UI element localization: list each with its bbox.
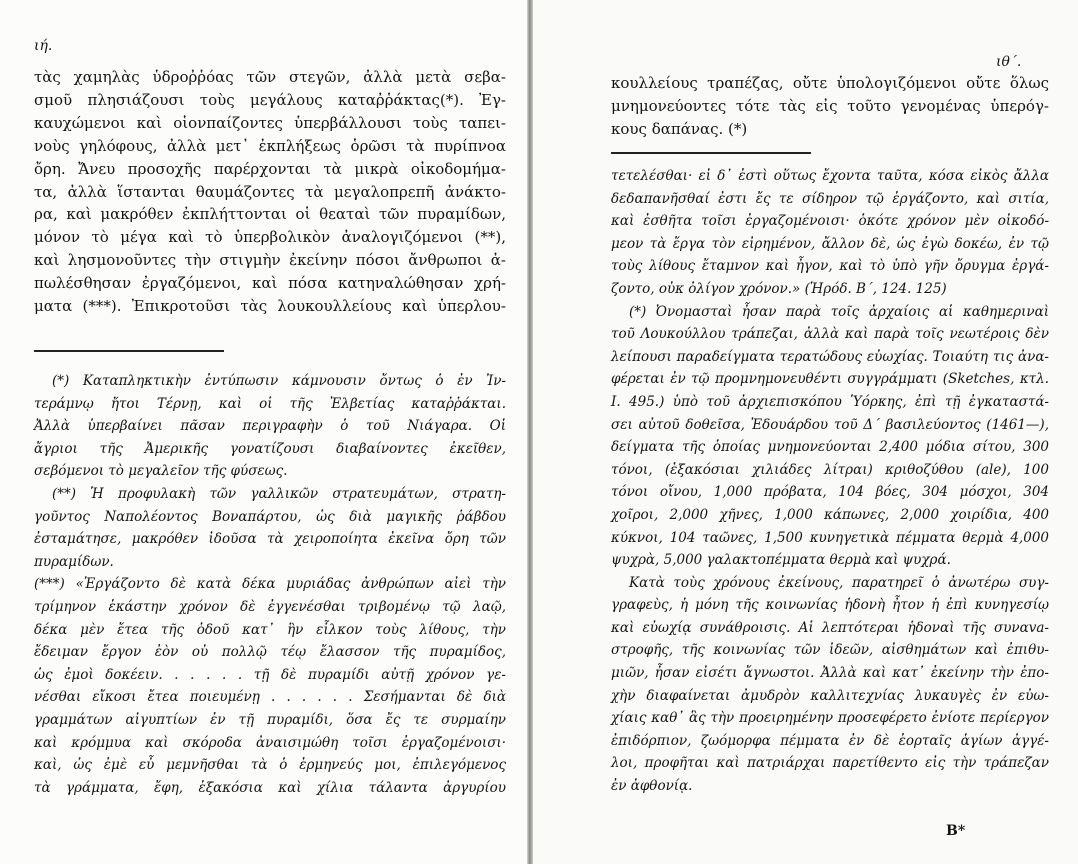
page-number: ιή. (34, 38, 53, 54)
footnote-line: λοι, προφῆται καὶ πατριάρχαι παρετίθεντο εἰς τὴν τράπεζαν (611, 755, 1049, 772)
footnote-line: τοῦ Λουκούλλου τράπεζαι, ἀλλὰ καὶ παρὰ τοῖς νεωτέροις δὲν (611, 326, 1049, 343)
footnote-line: Ι. 495.) ὑπὸ τοῦ ἀρχιεπισκόπου Ὑόρκης, ἐπὶ τῇ ἐγκαταστά- (611, 393, 1049, 410)
text-line: κουλλείους τραπέζας, οὔτε ὑπολογιζόμενοι οὔτε ὅλως (611, 74, 1049, 92)
footnote-line: γραφεὺς, ἡ μόνη τῆς κοινωνίας ἡδονὴ ἦτον ἡ ἐπὶ κυνηγεσίῳ (611, 597, 1049, 614)
footnote-line: δεδαπανῆσθαί ἐστι ἔς τε σίδηρον τῷ ἐργάζοντο, καὶ σιτία, (611, 190, 1049, 207)
footnote-line: νέσθαι εἴκοσι ἔτεα ποιευμένῃ . . . . . . Σεσήμανται δὲ διὰ (34, 689, 506, 706)
page-number: ιθ΄. (996, 54, 1022, 70)
footnote-rule (611, 152, 811, 154)
footnotes (34, 370, 506, 799)
text-line: τα, ἀλλὰ ἵστανται θαυμάζοντες τὰ μεγαλοπρεπῆ ἀνάκτο- (34, 182, 506, 201)
footnote-line: χοῖροι, 2,000 χῆνες, 1,000 κάπωνες, 2,000 χοιρίδια, 400 (611, 506, 1049, 523)
footnote-line: κύκνοι, 104 ταῶνες, 1,500 κυνηγετικὰ πέμματα θερμὰ 4,000 (611, 529, 1049, 546)
footnote-line: χὴν διαφαίνεται ἀμυδρὸν καλλιτεχνίας λυκαυγὲς ἐν εὐω- (611, 687, 1049, 704)
text-line: πωλέσθησαν ἐργαζόμενοι, καὶ πόσα κατηναλώθησαν χρή- (34, 274, 506, 293)
text-line: καὶ λησμονοῦντες τὴν στιγμὴν ἐκείνην πόσοι ἄνθρωποι ἀ- (34, 251, 506, 270)
footnote-line: ζοντο, οὐκ ὀλίγον χρόνον.» (Ἡρόδ. Β΄, 124. 125) (611, 280, 947, 297)
text-line: καυχώμενοι καὶ οἱονπαίζοντες ὑπερβάλλουσι τοὺς ταπει- (34, 113, 506, 132)
main-text (34, 66, 506, 318)
footnote-line: δέκα μὲν ἔτεα τῆς ὁδοῦ κατ᾽ ἣν εἷλκον τοὺς λίθους, τὴν (34, 621, 506, 638)
signature-mark: Β* (946, 823, 966, 839)
footnote-line: τεράμνῳ ἤτοι Τέρνῃ, καὶ οἱ τῆς Ἐλβετίας καταῤῥάκται. (34, 395, 506, 412)
footnote-line: Κατὰ τοὺς χρόνους ἐκείνους, παρατηρεῖ ὁ ἀνωτέρω συγ- (629, 574, 1049, 591)
footnote-line: καὶ, ὡς ἐμὲ εὖ μεμνῆσθαι τὰ ὁ ἑρμηνεύς μοι, ἐπιλεγόμενος (34, 757, 506, 774)
text-line: κους δαπάνας. (*) (611, 119, 748, 138)
footnote-line: ἄγριοι τῆς Ἀμερικῆς γονατίζουσι διαβαίνοντες ἐκεῖθεν, (34, 440, 506, 457)
footnotes (611, 165, 1049, 798)
footnote-rule (34, 350, 224, 352)
right-page (533, 0, 1078, 864)
footnote-line: σει αὐτοῦ δοθεῖσα, Ἐδουάρδου τοῦ Δ΄ βασιλεύοντος (1461—), (611, 416, 1049, 433)
footnote-line: σεβόμενοι τὸ μεγαλεῖον τῆς φύσεως. (34, 463, 288, 480)
footnote-line: (***) «Ἐργάζοντο δὲ κατὰ δέκα μυριάδας ἀνθρώπων αἰεὶ τὴν (34, 576, 506, 593)
footnote-line: τρίμηνον ἑκάστην χρόνον δὲ ἐγγενέσθαι τριβομένῳ τῷ λαῷ, (34, 598, 506, 615)
text-line: νοὺς γηλόφους, ἀλλὰ μετ᾽ ἐκπλήξεως ὁρῶσι τὰ πυρίπνοα (34, 136, 506, 155)
footnote-line: τόνοι, (ἑξακόσιαι χιλιάδες λίτραι) κριθοζύθου (ale), 100 (611, 461, 1049, 478)
footnote-line: ἐπιδόρπιον, ζωόμορφα πέμματα ἐν δὲ ἑορταῖς ἁγίων ἀγγέ- (611, 732, 1049, 749)
footnote-line: χίαις καθ᾽ ἃς τὴν προειρημένην προσεφέρετο ἐνίοτε περίεργον (611, 710, 1049, 727)
text-line: τὰς χαμηλὰς ὑδροῤῥόας τῶν στεγῶν, ἀλλὰ μετὰ σεβα- (34, 68, 506, 86)
text-line: ὄρη. Ἄνευ προσοχῆς παρέρχονται τὰ μικρὰ οἰκοδομήμα- (34, 159, 506, 178)
footnote-line: μεον τὰ ἔργα τὸν εἰρημένον, ἄλλον δὲ, ὡς ἐγὼ δοκέω, ἐν τῷ (611, 235, 1049, 252)
left-page (0, 0, 527, 864)
footnote-line: μιῶν, ἦσαν εἰσέτι ἄγνωστοι. Ἀλλὰ καὶ κατ᾽ ἐκείνην τὴν ἐπο- (611, 665, 1049, 682)
text-line: μνημονεύοντες τότε τὰς εἰς τοῦτο γενομένας ὑπερόγ- (611, 96, 1049, 115)
footnote-line: ψυχρὰ, 5,000 γαλακτοπέμματα θερμὰ καὶ ψυχρά. (611, 552, 951, 569)
footnote-line: πυραμίδων. (34, 553, 114, 570)
footnote-line: (*) Ὀνομασταὶ ἦσαν παρὰ τοῖς ἀρχαίοις αἱ καθημεριναὶ (629, 303, 1049, 320)
footnote-line: καὶ κρόμμυα καὶ σκόροδα ἀναισιμώθη τοῖσι ἐργαζομένοισι· (34, 734, 506, 751)
main-text (611, 72, 1049, 141)
footnote-line: ἐσταμάτησε, μακρόθεν ἰδοῦσα τὰ χειροποίητα ἐκεῖνα ὄρη τῶν (34, 531, 506, 548)
footnote-line: τετελέσθαι· εἰ δ᾽ ἐστὶ οὕτως ἔχοντα ταῦτα, κόσα εἰκὸς ἄλλα (611, 168, 1049, 184)
footnote-line: ἔδειμαν ἔργον ἐὸν οὐ πολλῷ τέῳ ἔλασσον τῆς πυραμίδος, (34, 644, 506, 661)
footnote-line: τὰ γράμματα, ἔφη, ἑξακόσια καὶ χίλια τάλαντα ἀργυρίου (34, 779, 506, 796)
text-line: ρα, καὶ μακρόθεν ἐκπλήττονται οἱ θεαταὶ τῶν πυραμίδων, (34, 205, 506, 224)
footnote-line: γοῦντος Ναπολέοντος Βοναπάρτου, ὡς διὰ μαγικῆς ῥάβδου (34, 508, 506, 525)
footnote-line: φέρεται ἐν τῷ προμνημονευθέντι συγγράμματι (Sketches, κτλ. (611, 371, 1049, 388)
footnote-line: καὶ εὐωχίᾳ συνάθροισις. Αἱ λεπτότεραι ἡδοναὶ τῆς συναva- (611, 619, 1049, 636)
footnote-line: Ἀλλὰ ὑπερβαίνει πᾶσαν περιγραφὴν ὁ τοῦ Νιάγαρα. Οἱ (34, 418, 506, 435)
footnote-line: (**) Ἡ προφυλακὴ τῶν γαλλικῶν στρατευμάτων, στρατη- (52, 485, 506, 502)
footnote-line: τόνοι οἴνου, 1,000 πρόβατα, 104 βόες, 304 μόσχοι, 304 (611, 484, 1049, 501)
text-line: σμοῦ πλησιάζουσι τοὺς μεγάλους καταῤῥάκτας(*). Ἐγ- (34, 90, 506, 109)
footnote-line: λείπουσι παραδείγματα τερατώδους εὐωχίας. Τοιαύτη τις ἀνα- (611, 348, 1049, 365)
footnote-line: τοὺς λίθους ἔταμνον καὶ ἦγον, καὶ τὸ ὑπὸ γῆν ὄρυγμα ἐργά- (611, 258, 1049, 275)
footnote-line: δείγματα τῆς ὁποίας μνημονεύονται 2,400 μόδια σίτου, 300 (611, 439, 1049, 456)
text-line: ματα (***). Ἐπικροτοῦσι τὰς λουκουλλείους καὶ ὑπερλου- (34, 297, 506, 316)
footnote-line: ἐν ἀφθονίᾳ. (611, 778, 693, 795)
text-line: μόνον τὸ μέγα καὶ τὸ ὑπερβολικὸν ἀναλογιζόμενοι (**), (34, 228, 506, 247)
footnote-line: γραμμάτων αἰγυπτίων ἐν τῇ πυραμίδι, ὅσα ἔς τε συρμαίην (34, 711, 506, 728)
footnote-line: ὡς ἐμοὶ δοκέειν. . . . . . τῇ δὲ πυραμίδι αὐτῇ χρόνον γε- (34, 666, 506, 683)
footnote-line: καὶ ἐσθῆτα τοῖσι ἐργαζομένοισι· ὁκότε χρόνον μὲν οἰκοδό- (611, 213, 1049, 230)
footnote-line: στροφῆς, τῆς κοινωνίας τῶν ἰδεῶν, αἰσθημάτων καὶ ἐπιθυ- (611, 642, 1049, 659)
footnote-line: (*) Καταπληκτικὴν ἐντύπωσιν κάμνουσιν ὄντως ὁ ἐν Ἰν- (52, 373, 506, 389)
